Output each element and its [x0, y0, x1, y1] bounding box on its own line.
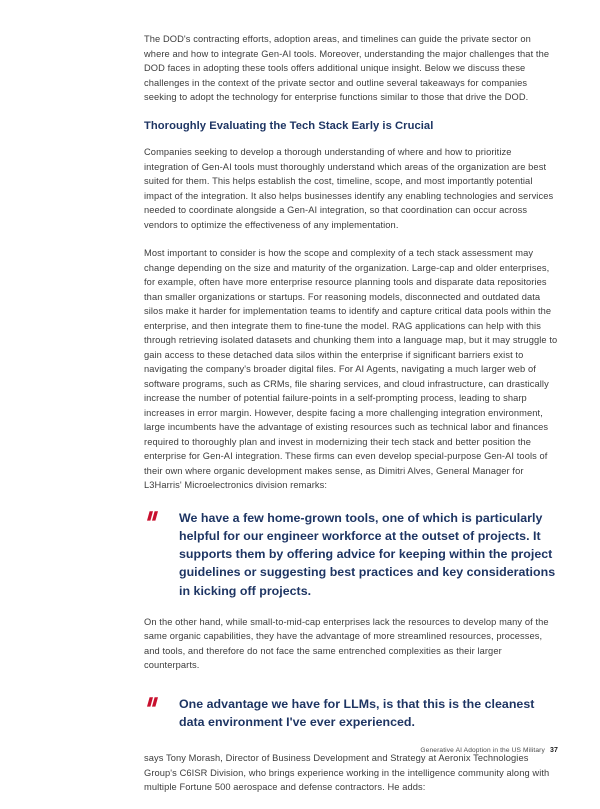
footer-page-number: 37 [549, 747, 558, 754]
between-quotes-paragraph: On the other hand, while small-to-mid-cap enterprises lack the resources to develop many of the same organic capabilities, they have the advantage of more streamlined resources, processes, and tools, and therefore do not face the same entrenched complexities as their larger counterparts. [144, 616, 549, 671]
after-heading-paragraph: Companies seeking to develop a thorough understanding of where and how to prioritize integration of Gen-AI tools must thoroughly understand which areas of the organization are best suited for them. This helps establish the cost, timeline, scope, and most importantly potential impact of the integration. It also helps businesses identify any enabling technologies and services needed to coordinate alongside a Gen-AI integration, so that coordination can occur across vendors to optimize the effectiveness of any implementation. [144, 147, 554, 230]
pullquote-text: One advantage we have for LLMs, is that this is the cleanest data environment I've ever experienced. [179, 696, 535, 730]
quote-mark-icon [146, 696, 168, 712]
page-footer [420, 747, 558, 754]
pullquote-second [144, 695, 558, 731]
after-second-quote-paragraph: says Tony Morash, Director of Business Development and Strategy at Aeronix Technologies Group's C6ISR Division, who brings experience working in the intelligence community along with multiple Fortune 500 aerospace and defense contractors. He adds: [144, 753, 550, 793]
footer-title: Generative AI Adoption in the US Military [420, 747, 545, 754]
section-heading: Thoroughly Evaluating the Tech Stack Early is Crucial [144, 119, 434, 132]
page-content [144, 32, 558, 809]
pullquote-first [144, 509, 558, 600]
intro-paragraph: The DOD's contracting efforts, adoption areas, and timelines can guide the private sector on where and how to integrate Gen-AI tools. Moreover, understanding the major challenges that the DOD faces in adopting these tools offers additional unique insight. Below we discuss these challenges in the context of the private sector and outline several takeaways for companies seeking to adopt the technology for enterprise functions similar to those that drive the DOD. [144, 34, 550, 102]
main-body-paragraph: Most important to consider is how the scope and complexity of a tech stack assessment may change depending on the size and maturity of the organization. Large-cap and older enterprises, for example, often have more enterprise resource planning tools and disparate data repositories than smaller organizations or startups. For reasoning models, disconnected and outdated data silos make it harder for implementation teams to identify and capture critical data pools within the enterprise, and then integrate them to fine-tune the model. RAG applications can help with this through retrieving isolated datasets and chunking them into a language map, but it may struggle to gain access to these detached data silos within the enterprise if significant barriers exist to navigating the company's broader digital files. For AI Agents, navigating a much larger web of software programs, such as CRMs, file sharing services, and cloud infrastructure, can drastically increase the number of potential failure-points in a self-prompting process, leading to sharp increases in error margin. However, despite facing a more challenging integration environment, large incumbents have the advantage of existing resources such as technical labor and finances required to thoroughly plan and invest in modernizing their tech stack and better position the enterprise for Gen-AI integration. These firms can even develop special-purpose Gen-AI tools of their own where organic development makes sense, as Dimitri Alves, General Manager for L3Harris' Microelectronics division remarks: [144, 248, 558, 491]
pullquote-text: We have a few home-grown tools, one of which is particularly helpful for our engineer workforce at the outset of projects. It supports them by offering advice for keeping within the project guidelines or suggesting best practices and key considerations in kicking off projects. [179, 510, 556, 598]
quote-mark-icon [146, 510, 168, 526]
